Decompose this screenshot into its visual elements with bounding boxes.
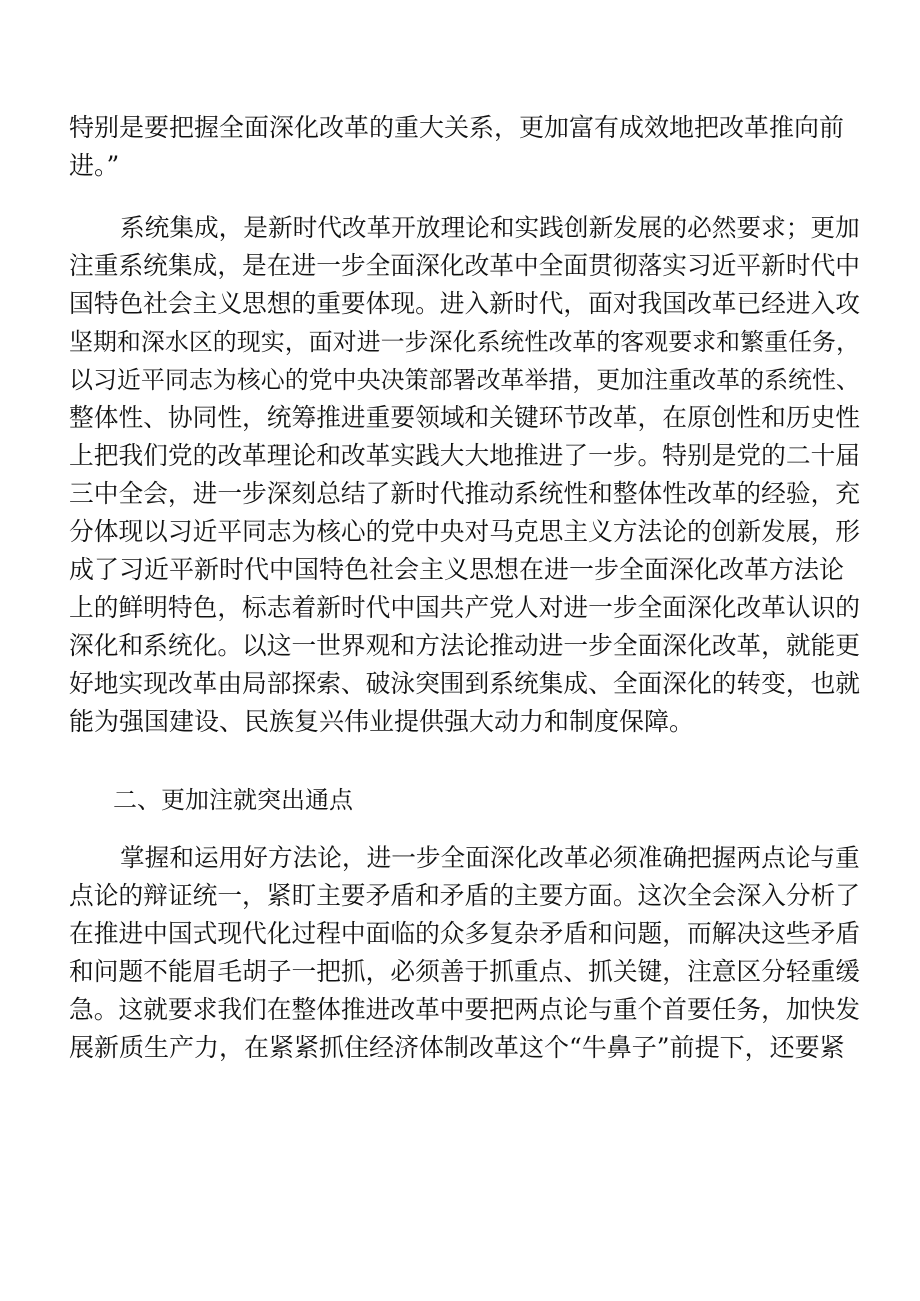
paragraph-2-line-12: 深化和系统化。以这一世界观和方法论推动进一步全面深化改革，就能更 xyxy=(69,631,861,660)
paragraph-3-line-4: 和问题不能眉毛胡子一把抓，必须善于抓重点、抓关键，注意区分轻重缓 xyxy=(69,957,861,986)
paragraph-2-line-3: 国特色社会主义思想的重要体现。进入新时代，面对我国改革已经进入攻 xyxy=(69,289,861,318)
paragraph-3-line-3: 在推进中国式现代化过程中面临的众多复杂矛盾和问题，而解决这些矛盾 xyxy=(69,919,861,948)
paragraph-3-line-2: 点论的辩证统一，紧盯主要矛盾和矛盾的主要方面。这次全会深入分析了 xyxy=(69,881,861,910)
paragraph-2-line-6: 整体性、协同性，统筹推进重要领域和关键环节改革，在原创性和历史性 xyxy=(69,403,861,432)
paragraph-2-line-11: 上的鲜明特色，标志着新时代中国共产党人对进一步全面深化改革认识的 xyxy=(69,593,861,622)
paragraph-2-line-14: 能为强国建设、民族复兴伟业提供强大动力和制度保障。 xyxy=(69,707,695,736)
paragraph-1-line-2: 进。” xyxy=(69,151,120,180)
paragraph-1-line-1: 特别是要把握全面深化改革的重大关系，更加富有成效地把改革推向前 xyxy=(69,113,845,142)
paragraph-3-line-5: 急。这就要求我们在整体推进改革中要把两点论与重个首要任务，加快发 xyxy=(69,995,861,1024)
paragraph-2-line-1: 系统集成，是新时代改革开放理论和实践创新发展的必然要求；更加 xyxy=(120,213,860,242)
section-heading: 二、更加注就突出通点 xyxy=(113,786,353,814)
paragraph-2-line-2: 注重系统集成，是在进一步全面深化改革中全面贯彻落实习近平新时代中 xyxy=(69,251,861,280)
paragraph-3-line-6: 展新质生产力，在紧紧抓住经济体制改革这个“牛鼻子”前提下，还要紧 xyxy=(69,1033,845,1062)
paragraph-2-line-13: 好地实现改革由局部探索、破泳突围到系统集成、全面深化的转变，也就 xyxy=(69,669,861,698)
paragraph-2-line-8: 三中全会，进一步深刻总结了新时代推动系统性和整体性改革的经验，充 xyxy=(69,479,861,508)
paragraph-2-line-10: 成了习近平新时代中国特色社会主义思想在进一步全面深化改革方法论 xyxy=(69,555,845,584)
paragraph-2-line-9: 分体现以习近平同志为核心的党中央对马克思主义方法论的创新发展，形 xyxy=(69,517,861,546)
paragraph-2-line-4: 坚期和深水区的现实，面对进一步深化系统性改革的客观要求和繁重任务， xyxy=(69,328,860,356)
paragraph-3-line-1: 掌握和运用好方法论，进一步全面深化改革必须准确把握两点论与重 xyxy=(120,843,860,872)
paragraph-2-line-5: 以习近平同志为核心的党中央决策部署改革举措，更加注重改革的系统性、 xyxy=(69,366,860,394)
paragraph-2-line-7: 上把我们党的改革理论和改革实践大大地推进了一步。特别是党的二十届 xyxy=(69,441,861,470)
